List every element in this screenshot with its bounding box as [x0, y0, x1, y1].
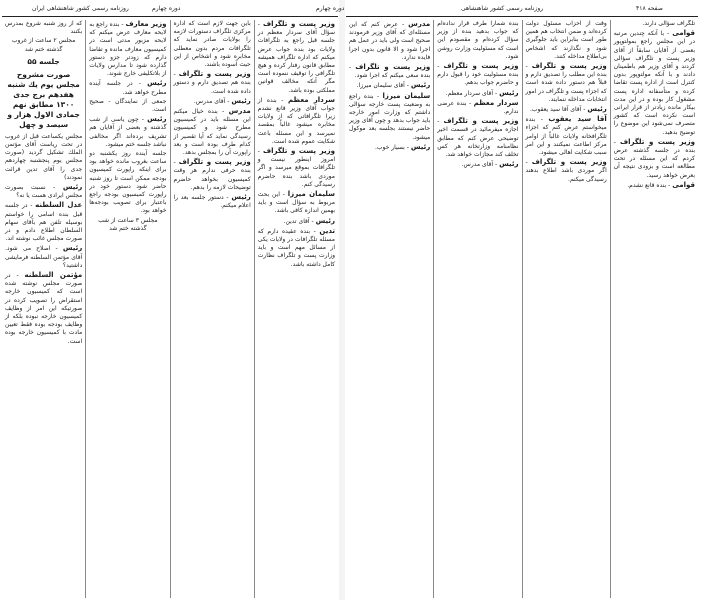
speaker-name: سلیمان میرزا — [382, 91, 431, 100]
text-column — [522, 20, 610, 598]
section-heading — [5, 57, 82, 67]
paragraph — [174, 158, 251, 192]
speaker-name: وزیر پست و تلگراف — [262, 147, 335, 156]
paragraph-text: - بنده هم تصدیق دارم و دستور داده شده است. — [173, 71, 251, 95]
paragraph-text: - بنده در جلسه گذشته عرض کردم که این مسئله در تحت مطالعه است و بزودی نتیجه آن بعرض خواهد رسید. — [613, 138, 695, 179]
paragraph — [89, 217, 166, 233]
paragraph — [349, 20, 430, 62]
paragraph-text: - آقای آقا سید یعقوب. — [529, 106, 586, 114]
paragraph — [349, 81, 430, 90]
speaker-name: رئیس — [62, 244, 83, 253]
paragraph-text: - بنده از جواب آقای وزیر قانع نشدم زیرا تلگرافاتی که از ولایات مخابره میشود غالباً بمقصد نمیرسد و این مسئله باعث شکایت عموم شده است. — [257, 96, 335, 145]
paragraph-text: تلگراف سؤالی دارند. — [642, 20, 695, 27]
paragraph-text: بنده شمارا طرف قرار نداده‌ام که جواب بدهید بنده از وزیر سؤال کرده‌ام و مقصودم این است که مسئولیت وزارت روشن شود. — [437, 20, 519, 60]
page-header — [316, 0, 698, 17]
paragraph-text: وقت از احزاب مسئول دولت کرده‌اند و ضمن انتخاب هم همین طور است بنابراین باید جلوگیری شود و نگذارند که اشخاص بی‌اطلاع مداخله کنند. — [525, 20, 607, 60]
text-column — [170, 20, 254, 598]
speaker-name: قوامی — [672, 180, 695, 189]
paragraph — [89, 115, 166, 149]
paragraph-text: - بسیار خوب. — [375, 143, 409, 151]
speaker-name: رئیس — [315, 216, 335, 225]
left-page — [2, 0, 338, 600]
page-gutter — [339, 0, 345, 600]
paragraph-text: مجلس ۳ ساعت از شب گذشته ختم شد — [98, 216, 158, 232]
paragraph — [174, 193, 251, 210]
paragraph — [614, 20, 695, 28]
paragraph — [258, 190, 335, 216]
text-columns — [346, 20, 698, 598]
paragraph — [349, 63, 430, 80]
paragraph — [258, 147, 335, 189]
speaker-name: رئیس — [499, 88, 519, 97]
paragraph — [89, 150, 166, 216]
text-column — [610, 20, 698, 598]
speaker-name: وزیر پست و تلگراف — [355, 63, 431, 72]
text-column — [433, 20, 521, 598]
paragraph — [349, 143, 430, 152]
paragraph — [526, 62, 607, 104]
speaker-name: وزیر پست و تلگراف — [443, 117, 519, 126]
paragraph-text: - بنده عقیده دارم که مسئله تلگرافات در ولایات یکی از مسائل مهم است و باید وزارت پست و تلگراف نظارت کامل داشته باشد. — [257, 227, 335, 268]
paragraph-text: - دستور جلسه بعد را اعلام میکنم. — [173, 194, 251, 210]
speaker-name: وزیر پست و تلگراف — [178, 70, 251, 79]
paragraph — [174, 97, 251, 106]
speaker-name: وزیر پست و تلگراف — [443, 62, 519, 71]
paragraph-text: - در جلسه قبل بنده اسامی را خواستم بوسیله تلفن هم بآقای سهام السلطان اطلاع دادم و در صورت مجلس غائب نوشته اند. — [5, 202, 83, 243]
paragraph — [526, 20, 607, 61]
paragraph-text: - اجازه میفرمائید در قسمت اخیر توضیحی عرض کنم که مطابق نظامنامه وزارتخانه هر کس تخلف کند مجازات خواهد شد. — [437, 118, 519, 159]
paragraph — [437, 62, 518, 88]
paragraph — [614, 138, 695, 180]
paragraph — [5, 37, 82, 53]
paragraph-text: - نسبت بصورت مجلس ایرادی هست یا نه؟ — [5, 184, 83, 200]
paragraph-text: - اگر موردی باشد اطلاع بدهند رسیدگی میکنم. — [525, 159, 607, 183]
paragraph-text: - امروز اینطور نیست و تلگرافات بموقع میرسد و اگر موردی باشد بنده حاضرم رسیدگی کنم. — [257, 148, 335, 188]
speaker-name: آقا سید یعقوب — [548, 115, 607, 124]
paragraph-text: - بنده حرفی ندارم هر وقت کمیسیون بخواهد حاضرم توضیحات لازمه را بدهم. — [173, 159, 251, 191]
paragraph-text: - در جلسه آینده مطرح خواهد شد. — [89, 80, 167, 96]
paragraph-text: جلسه ۵۵ — [27, 56, 60, 66]
paragraph-text: - بنده این مطلب را تصدیق دارم و قبلاً هم دستور داده شده است که اجزاء پست و تلگراف در امور انتخابات مداخله ننمایند. — [525, 63, 607, 103]
speaker-name: مؤتمن السلطنه — [24, 271, 83, 280]
speaker-name: رئیس — [499, 160, 519, 169]
paragraph-text: جلسه آینده روز یکشنبه دو ساعت بغروب مانده خواهد بود برای اینکه راپورت کمیسیون بودجه ممکن است تا روز شنبه حاضر شود دستور خود در راپورت کمیسیون بودجه راجع باعتبار برای تصویب بودجه‌ها خواهد بود. — [89, 150, 167, 215]
paragraph-text: - آقای مدرس. — [461, 161, 498, 169]
speaker-name: مدرس — [228, 107, 251, 116]
paragraph-text: - این بحث مربوط به سؤال است و باید بهمین اندازه کافی باشد. — [257, 191, 335, 215]
speaker-name: رئیس — [410, 142, 431, 151]
paragraph-text: - اصلاح می شود. آقای مؤتمن السلطنه فرمایشی داشتید؟ — [5, 245, 83, 269]
paragraph-text: - بنده قانع نشدم. — [627, 181, 671, 189]
speaker-name: رئیس — [147, 115, 167, 124]
speaker-name: سردار معظم — [473, 98, 519, 107]
speaker-name: وزیر پست و تلگراف — [531, 62, 607, 71]
paragraph — [5, 244, 82, 270]
paragraph-text: که از روز شنبه شروع بمدرس بکنند — [5, 20, 83, 36]
speaker-name: سلیمان میرزا — [287, 190, 335, 199]
paragraph-text: - بنده خیال میکنم این مسئله باید در کمیسیون مطرح شود و کمیسیون رسیدگی نماید که آیا تقصیر از کدام طرف بوده است و بعد راپورت آن را بمجلس بدهد. — [173, 108, 251, 157]
paragraph — [614, 181, 695, 190]
speaker-name: مدرس — [408, 20, 431, 28]
paragraph — [437, 99, 518, 116]
paragraph — [526, 158, 607, 184]
paragraph-text: - آقای سلیمان میرزا. — [356, 82, 409, 90]
paragraph — [89, 98, 166, 114]
paragraph-text: - با آنکه چندین مرتبه در این مجلس راجع بمولتوپور بعضی از آقایان سابقاً از آقای وزیر پست و تلگراف سؤالی کردند و آقای وزیر هم باطمینان دادند و با آنکه مولتوپور بدون کنترل است از اداره پست تقاضا کرده و متأسفانه اداره پست مشغول کار بوده و در این مدت بیکار مانده زیادتر از قرار ایرانی است نکرده است که کشور متصرف نمی‌شود این موضوع را توضیح بدهید. — [613, 30, 695, 136]
speaker-name: قوامی — [672, 29, 695, 38]
paragraph — [5, 133, 82, 182]
speaker-name: رئیس — [147, 79, 167, 88]
paragraph-text: صورت مشروح مجلس یوم یك شنبه هفدهم برج جدی ۱۳۰۰ مطابق نهم جمادی الاول هزار و سیصد و چهل — [7, 69, 80, 129]
paragraph — [437, 20, 518, 61]
paragraph — [437, 117, 518, 159]
text-column — [2, 20, 85, 598]
speaker-name: سردار معظم — [288, 95, 335, 104]
newspaper-title: روزنامه رسمی کشور شاهنشاهی — [461, 5, 544, 12]
paragraph — [437, 89, 518, 98]
paragraph-text: جمعی از نمایندگان - صحیح است. — [89, 97, 167, 114]
text-columns — [2, 20, 338, 598]
speaker-name: رئیس — [231, 96, 251, 105]
paragraph-text: باین جهت لازم است که اداره مرکزی تلگراف دستورات لازمه را بولایات صادر نماید که تلگرافات مردم بدون معطلی مخابره شود و اشخاص از این حیث آسوده باشند. — [173, 20, 251, 69]
paragraph — [5, 271, 82, 346]
paragraph — [526, 115, 607, 157]
speaker-name: عدل السلطنه — [35, 201, 83, 210]
paragraph — [174, 20, 251, 69]
speaker-name: وزیر معارف — [125, 20, 167, 28]
volume-label: دوره چهارم — [152, 5, 181, 12]
speaker-name: وزیر پست و تلگراف — [619, 137, 695, 146]
paragraph-text: - در صورت مجلس نوشته شده است که کمیسیون خارجه استقراض را تصویب کرده در صورتیکه این امر از وظایف کمیسیون خارجه نبوده بلکه از وظایف بودجه بوده فقط تعیین مادت با کمیسیون خارجه بوده است. — [5, 272, 83, 345]
paragraph — [5, 20, 82, 36]
paragraph-text: - آقای سردار معظم. — [445, 89, 498, 97]
paragraph — [258, 217, 335, 226]
page-header — [2, 0, 338, 17]
paragraph — [526, 105, 607, 114]
paragraph-text: - آقای تدین. — [283, 217, 314, 225]
speaker-name: وزیر پست و تلگراف — [178, 158, 251, 167]
paragraph-text: - بنده سعی میکنم که اجرا شود. — [349, 64, 431, 80]
speaker-name: وزیر پست و تلگراف — [531, 158, 607, 167]
paragraph — [174, 70, 251, 96]
newspaper-title: روزنامه رسمی کشور شاهنشاهی ایران — [32, 5, 129, 12]
speaker-name: تدین — [319, 226, 335, 235]
speaker-name: رئیس — [231, 193, 251, 202]
page-number: صفحه ۴۱۸ — [636, 5, 663, 12]
paragraph-text: - بنده عرضی ندارم. — [437, 99, 519, 116]
paragraph-text: - بنده راجع به وضعیت پست خارجه سؤالی داشتم که وزارت امور خارجه باید جواب بدهد و چون آقای وزیر حاضر نیستند بجلسه بعد موکول میشود. — [349, 92, 431, 141]
paragraph — [174, 107, 251, 157]
paragraph-text: - بنده میخواستم عرض کنم که اجزاء تلگرافخانه ولایات غالباً از اوامر مرکز اطاعت نمیکنند و این امر سبب شکایت اهالی میشود. — [525, 116, 607, 157]
volume-label: دوره چهارم — [316, 5, 345, 12]
paragraph — [89, 79, 166, 96]
paragraph — [258, 20, 335, 95]
text-column — [346, 20, 433, 598]
paragraph — [437, 160, 518, 169]
speaker-name: وزیر پست و تلگراف — [262, 20, 335, 28]
section-heading — [5, 70, 82, 130]
paragraph-text: - بنده راجع به لایحه معارف عرض میکنم که لایحه مزبور مدتی است در کمیسیون معارف مانده و تقاضا دارم که زودتر جزو دستور گذارده شود تا مدارس ولایات از بلاتکلیفی خارج شوند. — [89, 21, 167, 78]
paragraph — [5, 201, 82, 243]
paragraph-text: - عرض کنم که این مسئله‌ای که آقای وزیر فرمودند صحیح است ولی باید در عمل هم اجرا شود و الا قانون بدون اجرا فایده ندارد. — [349, 21, 431, 61]
paragraph — [349, 92, 430, 142]
paragraph-text: - چون یاسی از شب گذشته و بعضی از آقایان هم تشریف برده‌اند اگر مخالفی نباشد جلسه ختم میشود. — [89, 116, 167, 148]
text-column — [85, 20, 169, 598]
paragraph-text: مجلس ۲ ساعت از غروب گذشته ختم شد — [11, 37, 76, 53]
text-column — [254, 20, 338, 598]
paragraph-text: - بنده مسئولیت خود را قبول دارم و حاضرم جواب بدهم. — [437, 63, 519, 87]
paragraph-text: مجلس یکساعت قبل از غروب در تحت ریاست آقای مؤتمن الملك تشکیل گردید (صورت مجلس یوم پنجشنبه چهاردهم جدی را آقای تدین قرائت نمودند) — [5, 132, 83, 181]
paragraph — [5, 183, 82, 200]
paragraph — [89, 20, 166, 78]
speaker-name: رئیس — [410, 81, 431, 90]
speaker-name: رئیس — [62, 183, 83, 192]
paragraph-text: - آقای مدرس. — [193, 97, 230, 105]
paragraph — [614, 29, 695, 137]
paragraph-text: - سؤال آقای سردار معظم در جلسه قبل راجع به تلگرافات ولایات بود بنده جواب عرض میکنم که اداره تلگراف همیشه مطابق قانون رفتار کرده و هیچ تلگرافی را توقیف ننموده است مگر آنکه مخالف قوانین مملکتی بوده باشد. — [257, 21, 335, 94]
paragraph — [258, 96, 335, 146]
paragraph — [258, 227, 335, 269]
speaker-name: رئیس — [587, 105, 607, 114]
